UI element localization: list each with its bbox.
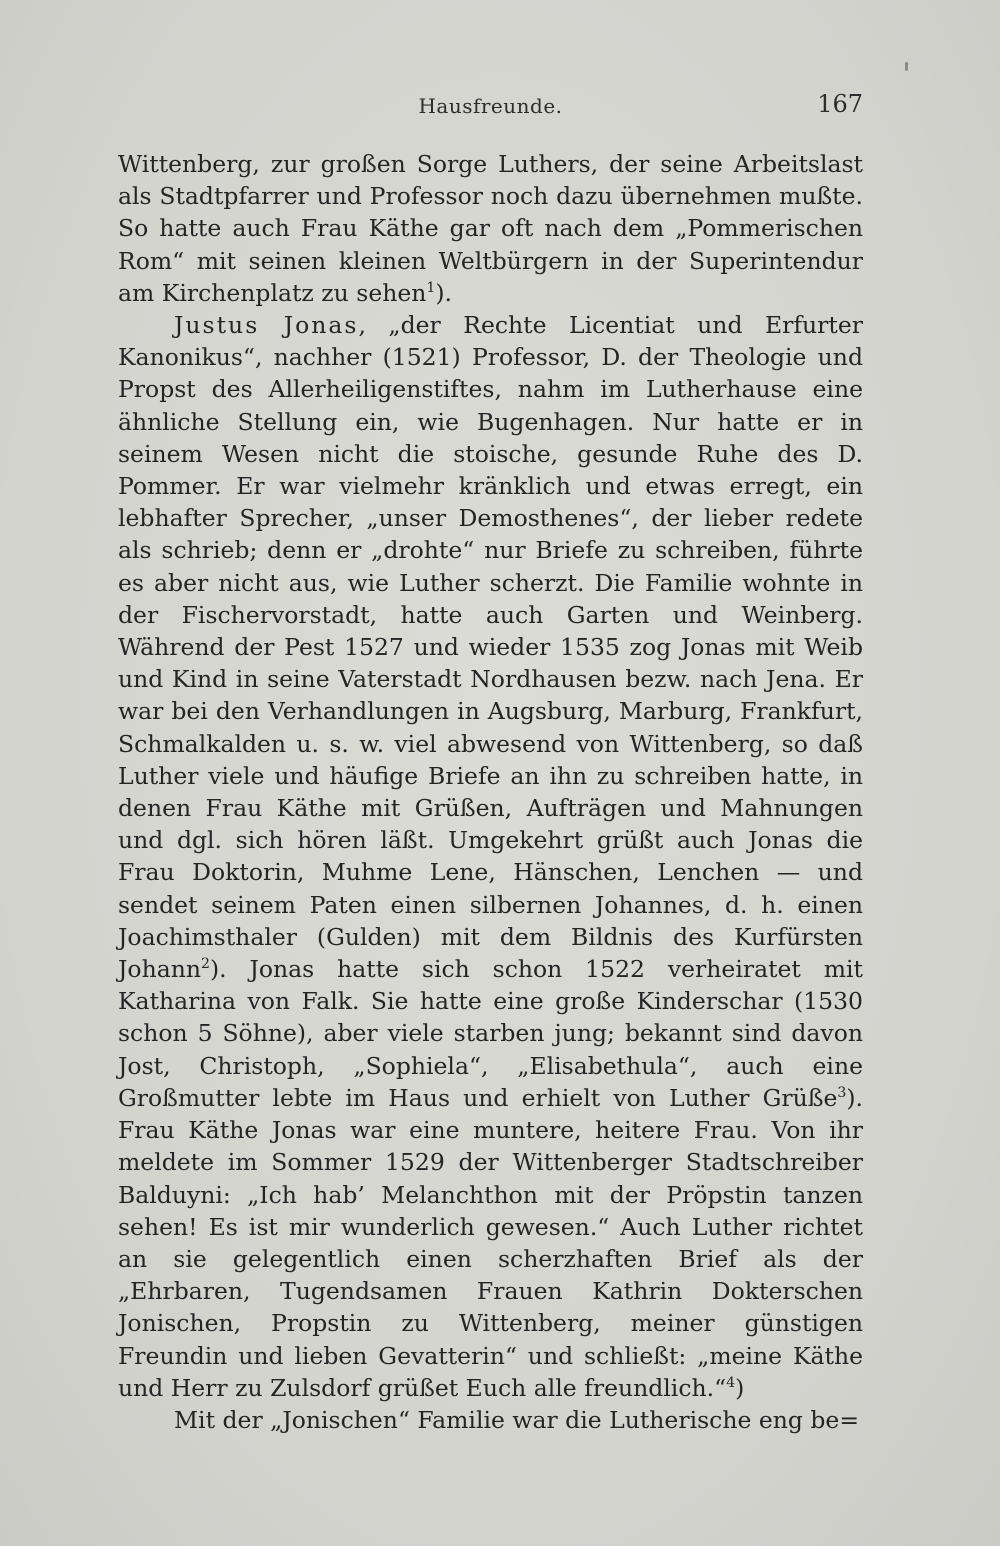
footnote-ref-1: 1 [426,279,436,296]
footnote-ref-3: 3 [837,1085,847,1102]
paragraph-2-text-b: ). Jonas hatte sich schon 1522 verheiratet mit Katharina von Falk. Sie hatte eine große Kinderschar (1530 schon 5 Söhne), aber viele starben jung; bekannt sind davon Jost, Christoph, „Sophiela“, „Elisabethula“, auch eine Großmutter lebte im Haus und erhielt von Luther Grüße [118,955,863,1112]
person-name: Justus Jonas [174,311,359,340]
body-text [118,148,863,1436]
footnote-ref-4: 4 [726,1374,736,1391]
paragraph-3 [118,1404,863,1436]
paragraph-3-text: Mit der „Jonischen“ Familie war die Lutherische eng be= [174,1405,860,1434]
page-number: 167 [817,90,863,118]
paragraph-2 [118,309,863,1404]
paragraph-2-text-a: , „der Rechte Licentiat und Erfurter Kanonikus“, nachher (1521) Professor, D. der Theologie und Propst des Allerheiligenstiftes, nahm im Lutherhause eine ähnliche Stellung ein, wie Bugenhagen. Nur hatte er in seinem Wesen nicht die stoische, gesunde Ruhe des D. Pommer. Er war vielmehr kränklich und etwas erregt, ein lebhafter Sprecher, „unser Demosthenes“, der lieber redete als schrieb; denn er „drohte“ nur Briefe zu schreiben, führte es aber nicht aus, wie Luther scherzt. Die Familie wohnte in der Fischervorstadt, hatte auch Garten und Weinberg. Während der Pest 1527 und wieder 1535 zog Jonas mit Weib und Kind in seine Vaterstadt Nordhausen bezw. nach Jena. Er war bei den Verhandlungen in Augsburg, Marburg, Frankfurt, Schmalkalden u. s. w. viel abwesend von Wittenberg, so daß Luther viele und häufige Briefe an ihn zu schreiben hatte, in denen Frau Käthe mit Grüßen, Aufträgen und Mahnungen und dgl. sich hören läßt. Umgekehrt grüßt auch Jonas die Frau Doktorin, Muhme Lene, Hänschen, Lenchen — und sendet seinem Paten einen silbernen Johannes, d. h. einen Joachimsthaler (Gulden) mit dem Bildnis des Kurfürsten Johann [118,311,863,984]
paragraph-1 [118,148,863,309]
running-head [118,88,863,128]
scan-speck [905,62,908,71]
footnote-ref-2: 2 [200,956,210,973]
paragraph-2-text-c: ). Frau Käthe Jonas war eine muntere, heitere Frau. Von ihr meldete im Sommer 1529 der Wittenberger Stadtschreiber Balduyni: „Ich hab’ Melanchthon mit der Pröpstin tanzen sehen! Es ist mir wunderlich gewesen.“ Auch Luther richtet an sie gelegentlich einen scherzhaften Brief als der „Ehrbaren, Tugendsamen Frauen Kathrin Dokterschen Jonischen, Propstin zu Wittenberg, meiner günstigen Freundin und lieben Gevatterin“ und schließt: „meine Käthe und Herr zu Zulsdorf grüßet Euch alle freundlich.“ [118,1083,863,1402]
paragraph-2-text-d: ) [735,1373,745,1402]
paragraph-1-tail: ). [435,278,453,307]
paragraph-1-text: Wittenberg, zur großen Sorge Luthers, der seine Arbeitslast als Stadtpfarrer und Professor noch dazu übernehmen mußte. So hatte auch Frau Käthe gar oft nach dem „Pommerischen Rom“ mit seinen kleinen Weltbürgern in der Superintendur am Kirchenplatz zu sehen [118,150,863,307]
running-title: Hausfreunde. [418,94,563,118]
